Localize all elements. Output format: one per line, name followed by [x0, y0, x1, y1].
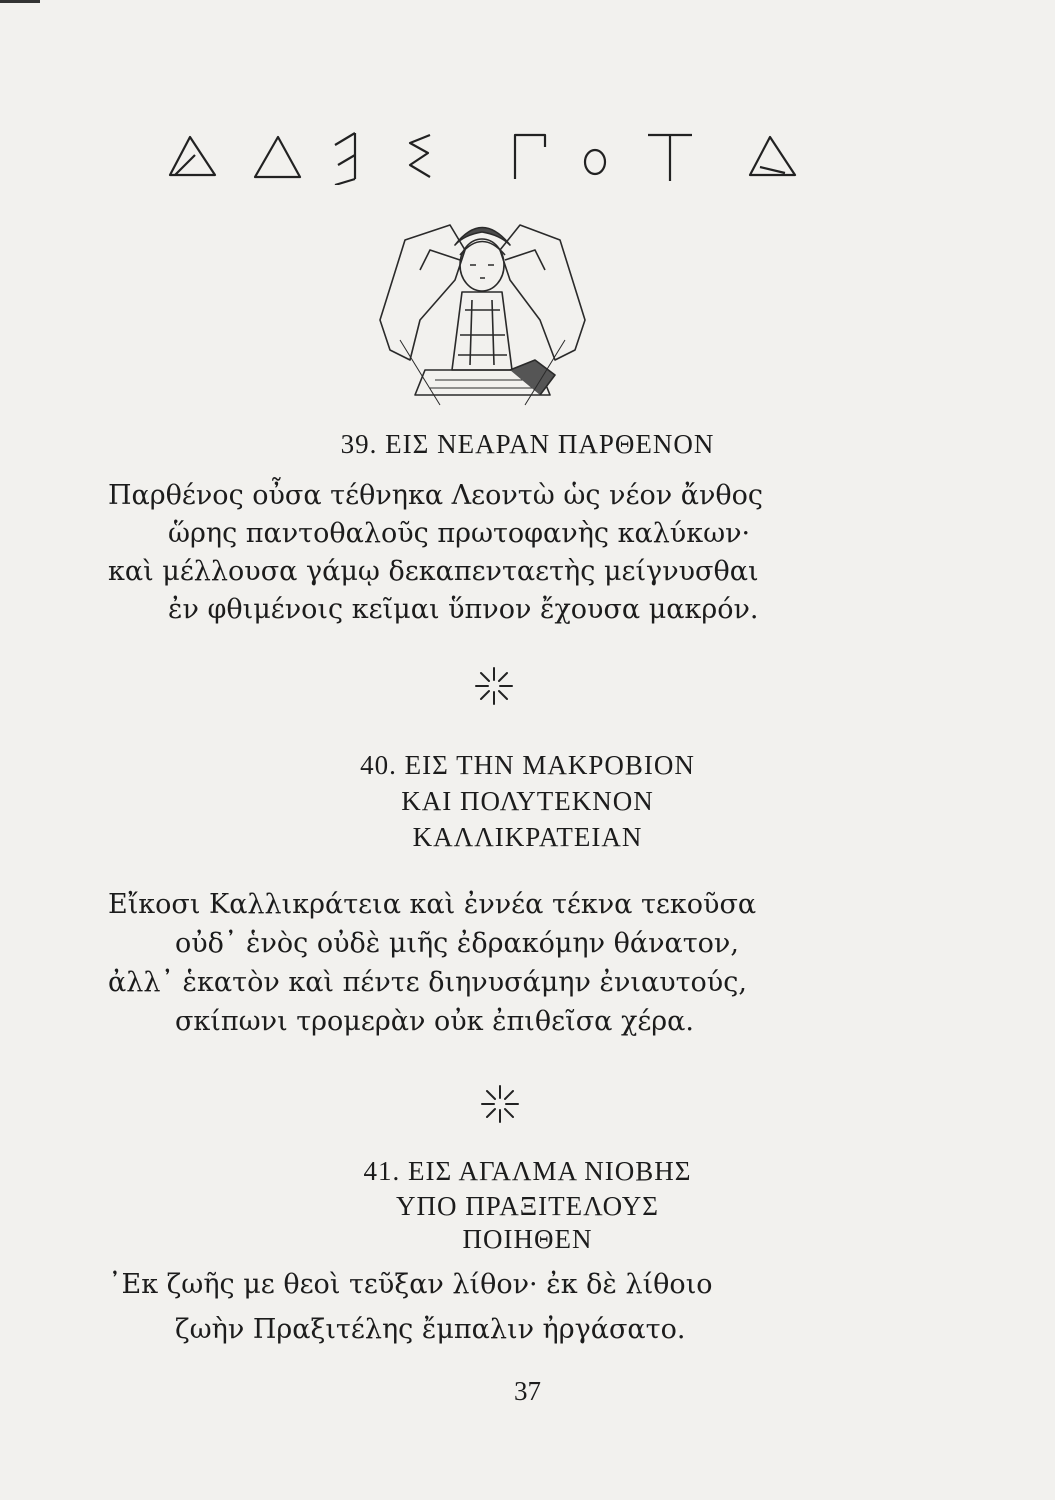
verse-line: ζωὴν Πραξιτέλης ἔμπαλιν ἠργάσατο. — [175, 1314, 686, 1345]
section-heading — [160, 125, 820, 185]
verse-line: οὐδ᾽ ἑνὸς οὐδὲ μιῆς ἐδρακόμην θάνατον, — [175, 928, 739, 959]
verse-line: Παρθένος οὖσα τέθνηκα Λεοντὼ ὡς νέον ἄνθος — [108, 480, 763, 511]
poem-40-title-line-3: ΚΑΛΛΙΚΡΑΤΕΙΑΝ — [412, 822, 643, 852]
mourning-figure-illustration — [360, 210, 605, 410]
verse-line: ᾽Εκ ζωῆς με θεοὶ τεῦξαν λίθον· ἐκ δὲ λίθοιο — [108, 1269, 713, 1300]
verse-line: ἀλλ᾽ ἑκατὸν καὶ πέντε διηνυσάμην ἐνιαυτούς, — [108, 967, 747, 998]
verse-line: σκίπωνι τρομερὰν οὐκ ἐπιθεῖσα χέρα. — [175, 1006, 694, 1037]
corner-mark — [0, 0, 40, 3]
poem-41-title-line-3: ΠΟΙΗΘΕΝ — [462, 1224, 593, 1254]
verse-line: ὥρης παντοθαλοῦς πρωτοφανὴς καλύκων· — [168, 518, 751, 549]
star-ornament-icon — [472, 664, 516, 708]
verse-line: Εἴκοσι Καλλικράτεια καὶ ἐννέα τέκνα τεκοῦσα — [108, 889, 757, 920]
archaic-letters-heading — [160, 125, 820, 185]
poem-40-title-line-2: ΚΑΙ ΠΟΛΥΤΕΚΝΟΝ — [401, 786, 654, 816]
poem-39-title: 39. ΕΙΣ ΝΕΑΡΑΝ ΠΑΡΘΕΝΟΝ — [340, 429, 715, 459]
poem-40-title-line-1: 40. ΕΙΣ ΤΗΝ ΜΑΚΡΟΒΙΟΝ — [360, 750, 695, 780]
poem-41-title-line-1: 41. ΕΙΣ ΑΓΑΛΜΑ ΝΙΟΒΗΣ — [363, 1156, 692, 1186]
page-number: 37 — [514, 1376, 541, 1406]
verse-line: καὶ μέλλουσα γάμῳ δεκαπενταετὴς μείγνυσθαι — [108, 556, 759, 587]
star-ornament-icon — [478, 1082, 522, 1126]
verse-line: ἐν φθιμένοις κεῖμαι ὕπνον ἔχουσα μακρόν. — [168, 594, 759, 625]
poem-41-title-line-2: ΥΠΟ ΠΡΑΞΙΤΕΛΟΥΣ — [396, 1191, 659, 1221]
